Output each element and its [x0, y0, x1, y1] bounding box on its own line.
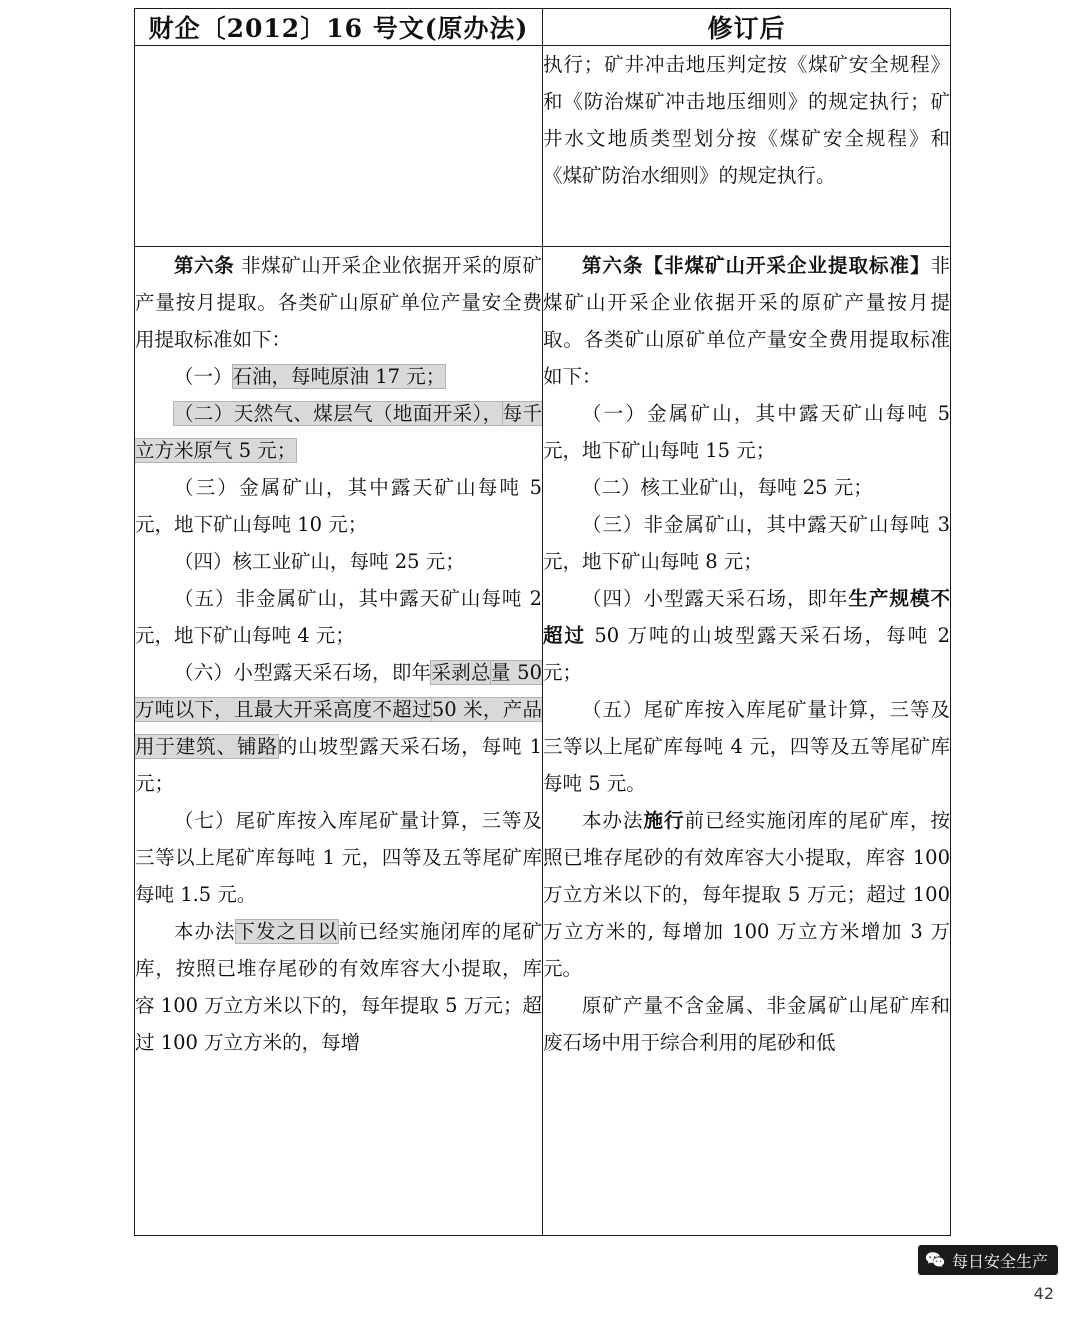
paragraph-item-2: （二）天然气、煤层气（地面开采），每千立方米原气 5 元； — [135, 402, 542, 462]
paragraph-item-1: （一）石油，每吨原油 17 元； — [174, 365, 446, 388]
column-header-revised: 修订后 — [543, 9, 951, 46]
wechat-icon — [924, 1249, 946, 1271]
wechat-account-name: 每日安全生产 — [951, 1251, 1048, 1271]
paragraph-item-3: （三）非金属矿山，其中露天矿山每吨 3 元，地下矿山每吨 8 元； — [543, 513, 950, 573]
paragraph-item-6: （六）小型露天采石场，即年采剥总量 50 万吨以下，且最大开采高度不超过50 米，产品用于建筑、铺路的山坡型露天采石场，每吨 1 元； — [135, 661, 542, 795]
paragraph-item-4: （四）核工业矿山，每吨 25 元； — [174, 550, 465, 573]
comparison-table — [134, 8, 951, 1236]
table-row — [135, 247, 951, 1236]
paragraph-closure-clause: 本办法下发之日以前已经实施闭库的尾矿库，按照已堆存尾砂的有效库容大小提取，库容 100 万立方米以下的，每年提取 5 万元；超过 100 万立方米的，每增 — [135, 920, 542, 1054]
paragraph-article-heading: 第六条 非煤矿山开采企业依据开采的原矿产量按月提取。各类矿山原矿单位产量安全费用提取标准如下： — [135, 254, 542, 351]
paragraph-article-heading: 第六条【非煤矿山开采企业提取标准】非煤矿山开采企业依据开采的原矿产量按月提取。各类矿山原矿单位产量安全费用提取标准如下： — [543, 254, 950, 388]
wechat-account-badge — [918, 1245, 1058, 1275]
wechat-badge-inner — [918, 1245, 1058, 1275]
paragraph-item-1: （一）金属矿山，其中露天矿山每吨 5 元，地下矿山每吨 15 元； — [543, 402, 950, 462]
paragraph-item-2: （二）核工业矿山，每吨 25 元； — [582, 476, 873, 499]
cell-original-article6 — [135, 247, 543, 1236]
cell-revised-article6 — [543, 247, 951, 1236]
paragraph-item-4: （四）小型露天采石场，即年生产规模不超过 50 万吨的山坡型露天采石场，每吨 2 元； — [543, 587, 950, 684]
paragraph: 执行；矿井冲击地压判定按《煤矿安全规程》和《防治煤矿冲击地压细则》的规定执行；矿井水文地质类型划分按《煤矿安全规程》和《煤矿防治水细则》的规定执行。 — [543, 53, 950, 187]
cell-revised-continuation — [543, 46, 951, 247]
page-number: 42 — [1033, 1284, 1054, 1303]
column-header-original: 财企〔2012〕16 号文(原办法) — [135, 9, 543, 46]
table-row — [135, 46, 951, 247]
paragraph-item-7: （七）尾矿库按入库尾矿量计算，三等及三等以上尾矿库每吨 1 元，四等及五等尾矿库每吨 1.5 元。 — [135, 809, 542, 906]
paragraph-item-3: （三）金属矿山，其中露天矿山每吨 5 元，地下矿山每吨 10 元； — [135, 476, 542, 536]
paragraph-item-5: （五）尾矿库按入库尾矿量计算，三等及三等以上尾矿库每吨 4 元，四等及五等尾矿库每吨 5 元。 — [543, 698, 950, 795]
paragraph-raw-ore-note: 原矿产量不含金属、非金属矿山尾矿库和废石场中用于综合利用的尾砂和低 — [543, 994, 950, 1054]
paragraph-closure-clause: 本办法施行前已经实施闭库的尾矿库，按照已堆存尾砂的有效库容大小提取，库容 100 万立方米以下的，每年提取 5 万元；超过 100 万立方米的, 每增加 100 万立方米增加 3 万元。 — [543, 809, 950, 980]
paragraph-item-5: （五）非金属矿山，其中露天矿山每吨 2 元，地下矿山每吨 4 元； — [135, 587, 542, 647]
cell-original-empty — [135, 46, 543, 247]
document-page — [0, 8, 1080, 1319]
table-header-row — [135, 9, 951, 46]
